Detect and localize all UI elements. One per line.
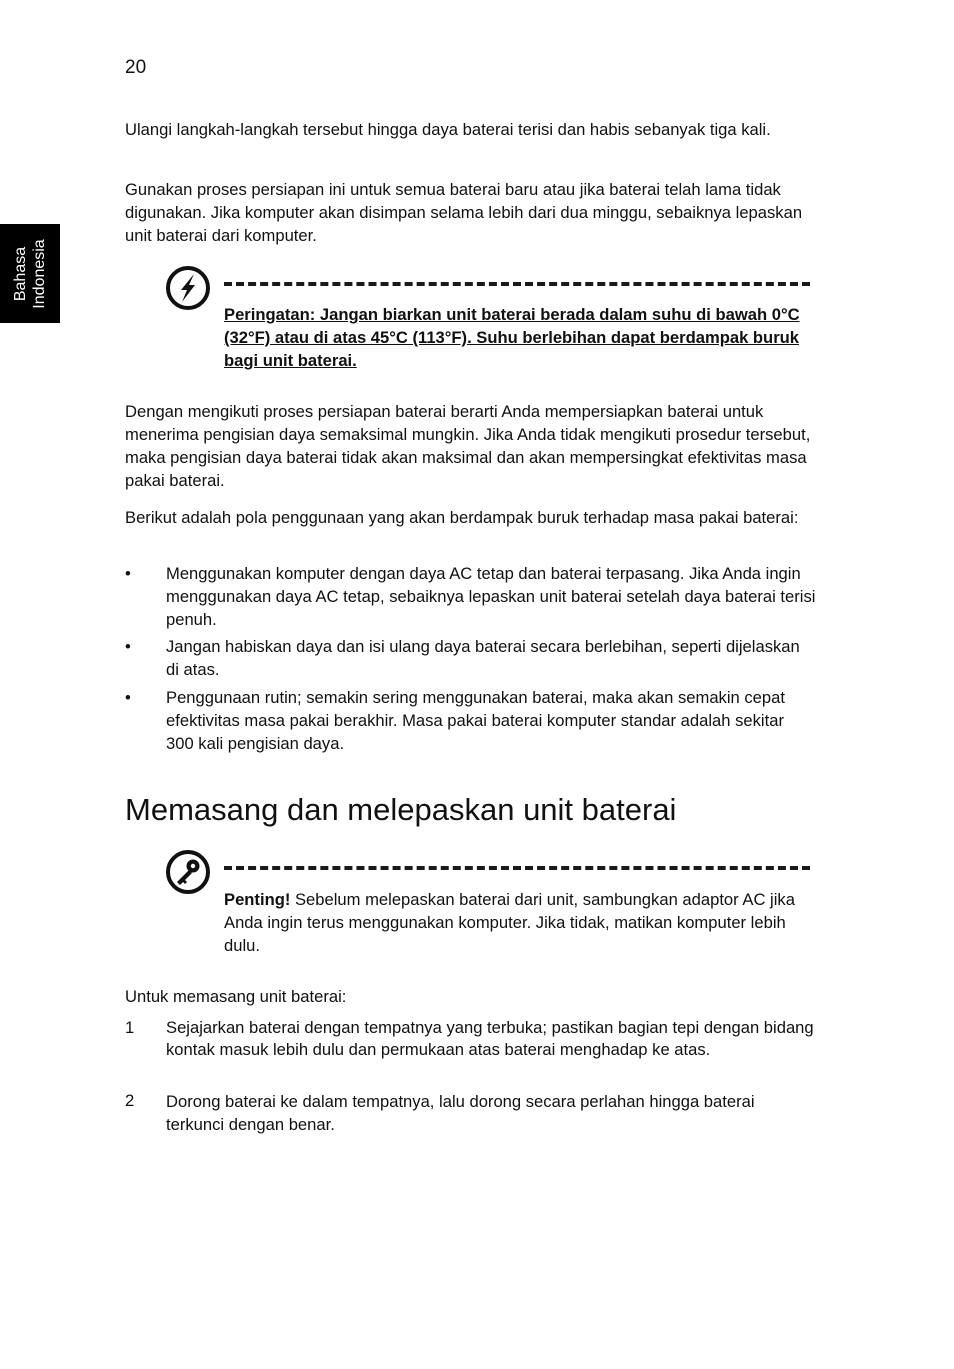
paragraph-install-intro: Untuk memasang unit baterai: [125,987,347,1006]
page-number: 20 [125,57,147,78]
language-side-tab-label [11,239,49,308]
bullet-item: Jangan habiskan daya dan isi ulang daya baterai secara berlebihan, seperti dijelaskan di atas. [166,637,800,679]
important-note-text [224,888,804,957]
important-note-label: Penting! [224,890,291,909]
important-dotted-rule [224,866,810,870]
paragraph-usage-patterns-intro: Berikut adalah pola penggunaan yang akan berdampak buruk terhadap masa pakai baterai: [125,508,799,527]
step-number: 2 [125,1091,135,1110]
language-side-tab-line1: Bahasa [12,246,29,302]
lightning-warning-icon [164,264,212,312]
key-important-icon [164,848,212,896]
language-side-tab [0,224,60,323]
paragraph-repeat-steps: Ulangi langkah-langkah tersebut hingga daya baterai terisi dan habis sebanyak tiga kali. [125,120,771,139]
warning-note-text: Peringatan: Jangan biarkan unit baterai berada dalam suhu di bawah 0°C (32°F) atau di atas 45°C (113°F). Suhu berlebihan dapat berdampak buruk bagi unit baterai. [224,305,800,370]
step-text: Sejajarkan baterai dengan tempatnya yang terbuka; pastikan bagian tepi dengan bidang kontak masuk lebih dulu dan permukaan atas baterai menghadap ke atas. [166,1018,814,1059]
step-text: Dorong baterai ke dalam tempatnya, lalu dorong secara perlahan hingga baterai terkunci dengan benar. [166,1092,755,1134]
paragraph-conditioning-usage: Gunakan proses persiapan ini untuk semua baterai baru atau jika baterai telah lama tidak digunakan. Jika komputer akan disimpan selama lebih dari dua minggu, sebaiknya lepaskan unit baterai dari komputer. [125,180,803,245]
bullet-mark: • [125,637,131,656]
language-side-tab-line2: Indonesia [31,239,48,309]
warning-dotted-rule [224,282,810,286]
paragraph-conditioning-benefit: Dengan mengikuti proses persiapan baterai berarti Anda mempersiapkan baterai untuk menerima pengisian daya semaksimal mungkin. Jika Anda tidak mengikuti prosedur tersebut, maka pengisian daya baterai tidak akan maksimal dan akan mempersingkat efektivitas masa pakai baterai. [125,402,811,490]
step-number: 1 [125,1018,135,1037]
bullet-item: Penggunaan rutin; semakin sering menggunakan baterai, maka akan semakin cepat efektivitas masa pakai berakhir. Masa pakai baterai komputer standar adalah sekitar 300 kali pengisian daya. [166,688,785,753]
important-note-body: Sebelum melepaskan baterai dari unit, sambungkan adaptor AC jika Anda ingin terus menggunakan komputer. Jika tidak, matikan komputer lebih dulu. [224,890,795,955]
section-title: Memasang dan melepaskan unit baterai [125,792,677,827]
bullet-mark: • [125,688,131,707]
bullet-item: Menggunakan komputer dengan daya AC tetap dan baterai terpasang. Jika Anda ingin menggunakan daya AC tetap, sebaiknya lepaskan unit baterai setelah daya baterai terisi penuh. [166,564,816,629]
bullet-mark: • [125,564,131,583]
